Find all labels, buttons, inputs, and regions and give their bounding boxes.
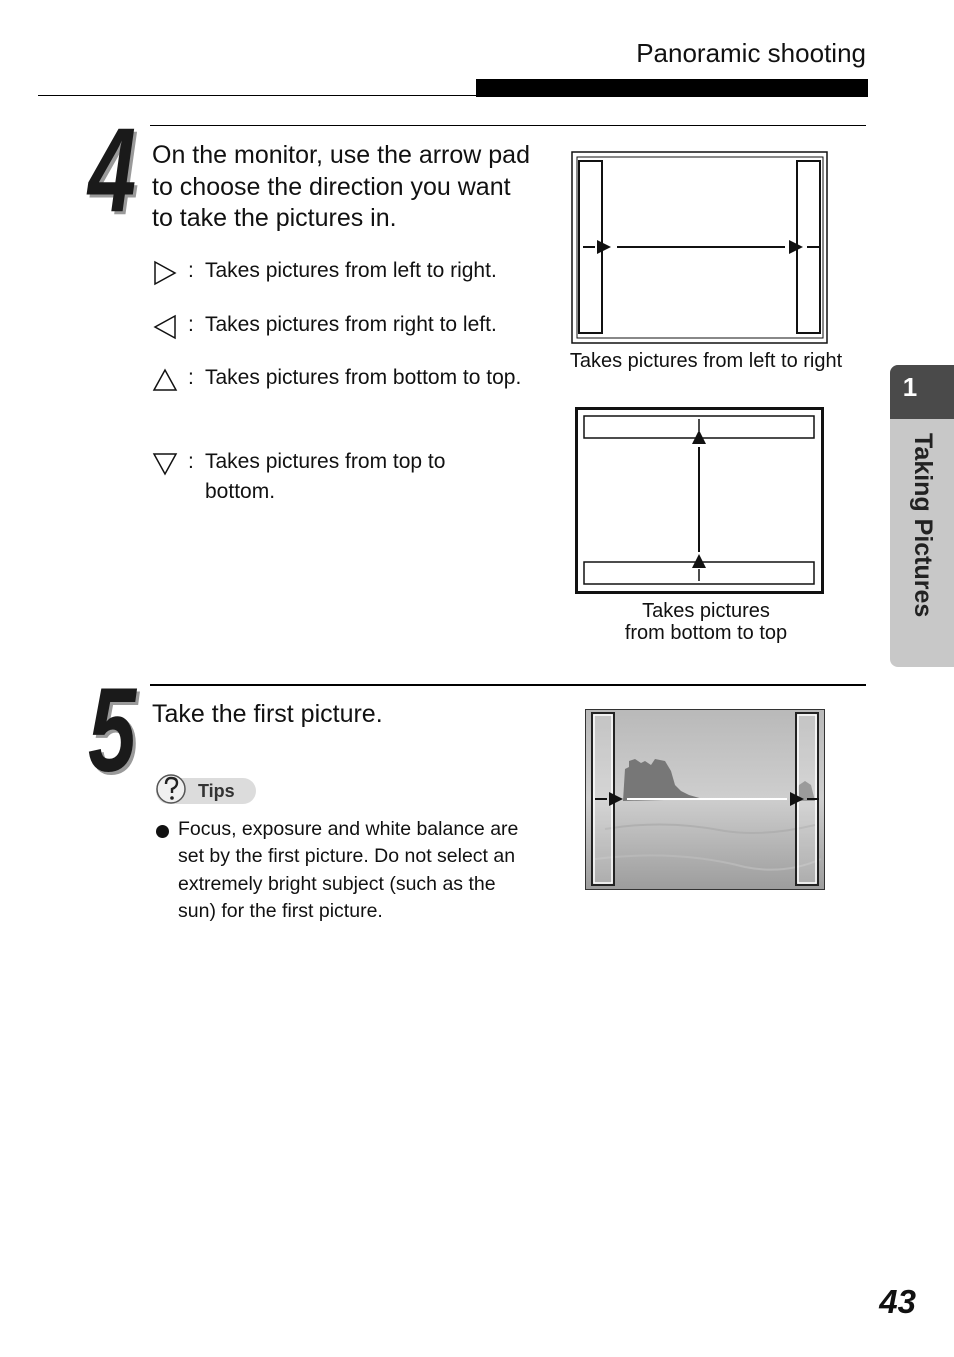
option-colon: : (188, 259, 194, 282)
option-text: Takes pictures from top to bottom. (205, 450, 446, 503)
chapter-title: Taking Pictures (909, 433, 937, 618)
header-rule (38, 95, 476, 96)
option-colon: : (188, 450, 194, 473)
figure-caption: Takes pictures from left to right (569, 350, 843, 372)
right-triangle-icon (152, 260, 178, 286)
option-colon: : (188, 313, 194, 336)
figure-caption-line: Takes pictures (642, 600, 770, 622)
step-instruction: On the monitor, use the arrow pad to choose the direction you want to take the pictures in. (152, 141, 530, 232)
figure-caption-line: from bottom to top (624, 622, 788, 644)
bottom-to-top-diagram (575, 407, 825, 595)
option-right-to-left (152, 310, 542, 340)
step-rule (150, 684, 866, 686)
header-bar (476, 79, 868, 97)
left-triangle-icon (152, 314, 178, 340)
up-triangle-icon (152, 367, 178, 393)
option-left-to-right (152, 256, 542, 286)
section-title: Panoramic shooting (636, 38, 866, 68)
option-text: Takes pictures from bottom to top. (205, 366, 522, 389)
step-instruction: Take the first picture. (152, 700, 383, 728)
option-text: Takes pictures from right to left. (205, 313, 497, 336)
option-colon: : (188, 366, 194, 389)
step-rule (150, 125, 866, 126)
chapter-number: 1 (902, 372, 918, 402)
first-picture-preview (585, 709, 825, 890)
step-number: 4 (88, 103, 134, 237)
bullet (156, 825, 169, 838)
down-triangle-icon (152, 451, 178, 477)
figure-caption (560, 600, 852, 644)
option-text: Takes pictures from left to right. (205, 259, 497, 282)
question-mark-icon (156, 772, 188, 806)
tip-text: Focus, exposure and white balance are set by the first picture. Do not select an extremely bright subject (such as the sun) for the first picture. (178, 818, 519, 922)
left-to-right-diagram (571, 151, 829, 345)
option-top-to-bottom (152, 447, 542, 507)
tips-label: Tips (198, 781, 235, 801)
step-number: 5 (88, 663, 134, 797)
option-bottom-to-top (152, 363, 542, 423)
page-number: 43 (879, 1283, 916, 1320)
